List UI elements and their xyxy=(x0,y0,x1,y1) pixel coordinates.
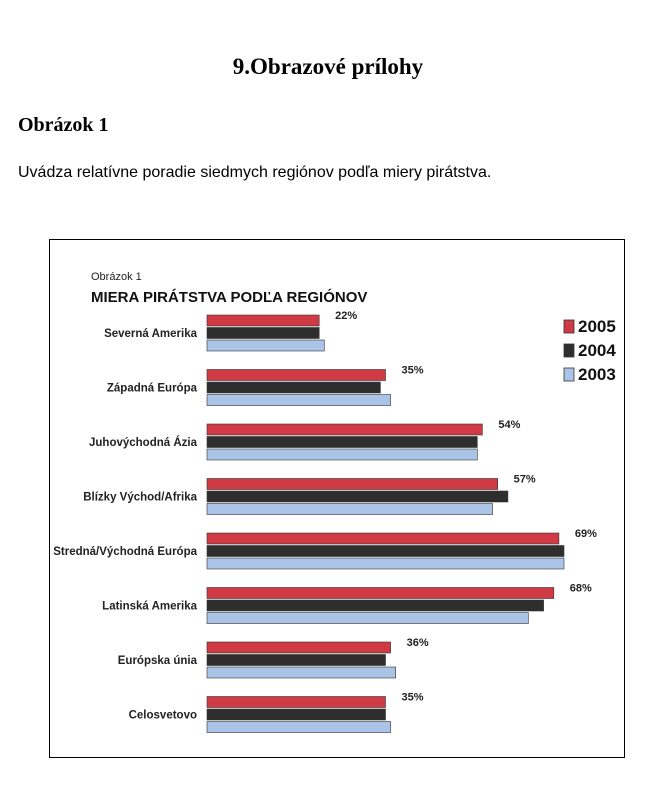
bar-2004 xyxy=(207,328,319,339)
bar-2003 xyxy=(207,722,391,733)
bar-2004 xyxy=(207,437,477,448)
category-label: Európska únia xyxy=(117,655,197,667)
bar-2004 xyxy=(207,600,544,611)
bar-2005 xyxy=(207,315,319,326)
bar-2005 xyxy=(207,697,386,708)
data-label: 57% xyxy=(513,473,536,486)
legend-label-2005: 2005 xyxy=(578,317,616,336)
bar-2004 xyxy=(207,709,386,720)
category-label: Blízky Východ/Afrika xyxy=(83,491,197,504)
bar-2005 xyxy=(207,533,559,544)
category-label: Západná Európa xyxy=(106,382,197,395)
data-label: 36% xyxy=(406,637,429,649)
legend-swatch-2003 xyxy=(564,368,574,381)
chart-title: MIERA PIRÁTSTVA PODĽA REGIÓNOV xyxy=(91,289,368,306)
bars-layer xyxy=(53,310,597,733)
data-label: 35% xyxy=(401,691,424,704)
data-label: 54% xyxy=(498,419,521,431)
legend-swatch-2004 xyxy=(564,344,574,357)
bar-2005 xyxy=(207,479,498,490)
page-heading: 9.Obrazové prílohy xyxy=(232,54,424,79)
bar-2003 xyxy=(207,667,396,678)
figure-subheading: Obrázok 1 xyxy=(18,114,109,136)
category-label: Juhovýchodná Ázia xyxy=(89,437,197,449)
chart-legend xyxy=(564,317,616,384)
category-label: Stredná/Východná Európa xyxy=(53,546,197,558)
bar-2004 xyxy=(207,546,564,557)
data-label: 68% xyxy=(569,582,592,595)
data-label: 69% xyxy=(574,528,597,540)
legend-label-2004: 2004 xyxy=(578,341,616,360)
data-label: 35% xyxy=(401,364,424,377)
figure-caption: Uvádza relatívne poradie siedmych regiónov podľa miery pirátstva. xyxy=(18,164,492,181)
bar-2005 xyxy=(207,588,554,599)
piracy-bar-chart xyxy=(50,240,624,757)
bar-2005 xyxy=(207,642,391,653)
bar-2003 xyxy=(207,395,391,406)
category-label: Celosvetovo xyxy=(128,709,197,722)
chart-frame xyxy=(49,239,625,758)
bar-2003 xyxy=(207,558,564,569)
bar-2005 xyxy=(207,370,386,381)
bar-2003 xyxy=(207,340,324,351)
bar-2003 xyxy=(207,504,493,515)
data-label: 22% xyxy=(335,310,358,322)
bar-2004 xyxy=(207,382,380,393)
legend-label-2003: 2003 xyxy=(578,365,616,384)
bar-2003 xyxy=(207,613,528,624)
category-label: Severná Amerika xyxy=(104,328,197,340)
bar-2004 xyxy=(207,491,508,502)
bar-2004 xyxy=(207,655,386,666)
bar-2003 xyxy=(207,449,477,460)
category-label: Latinská Amerika xyxy=(102,600,197,613)
chart-figure-label: Obrázok 1 xyxy=(91,271,142,283)
bar-2005 xyxy=(207,424,482,435)
legend-swatch-2005 xyxy=(564,320,574,333)
